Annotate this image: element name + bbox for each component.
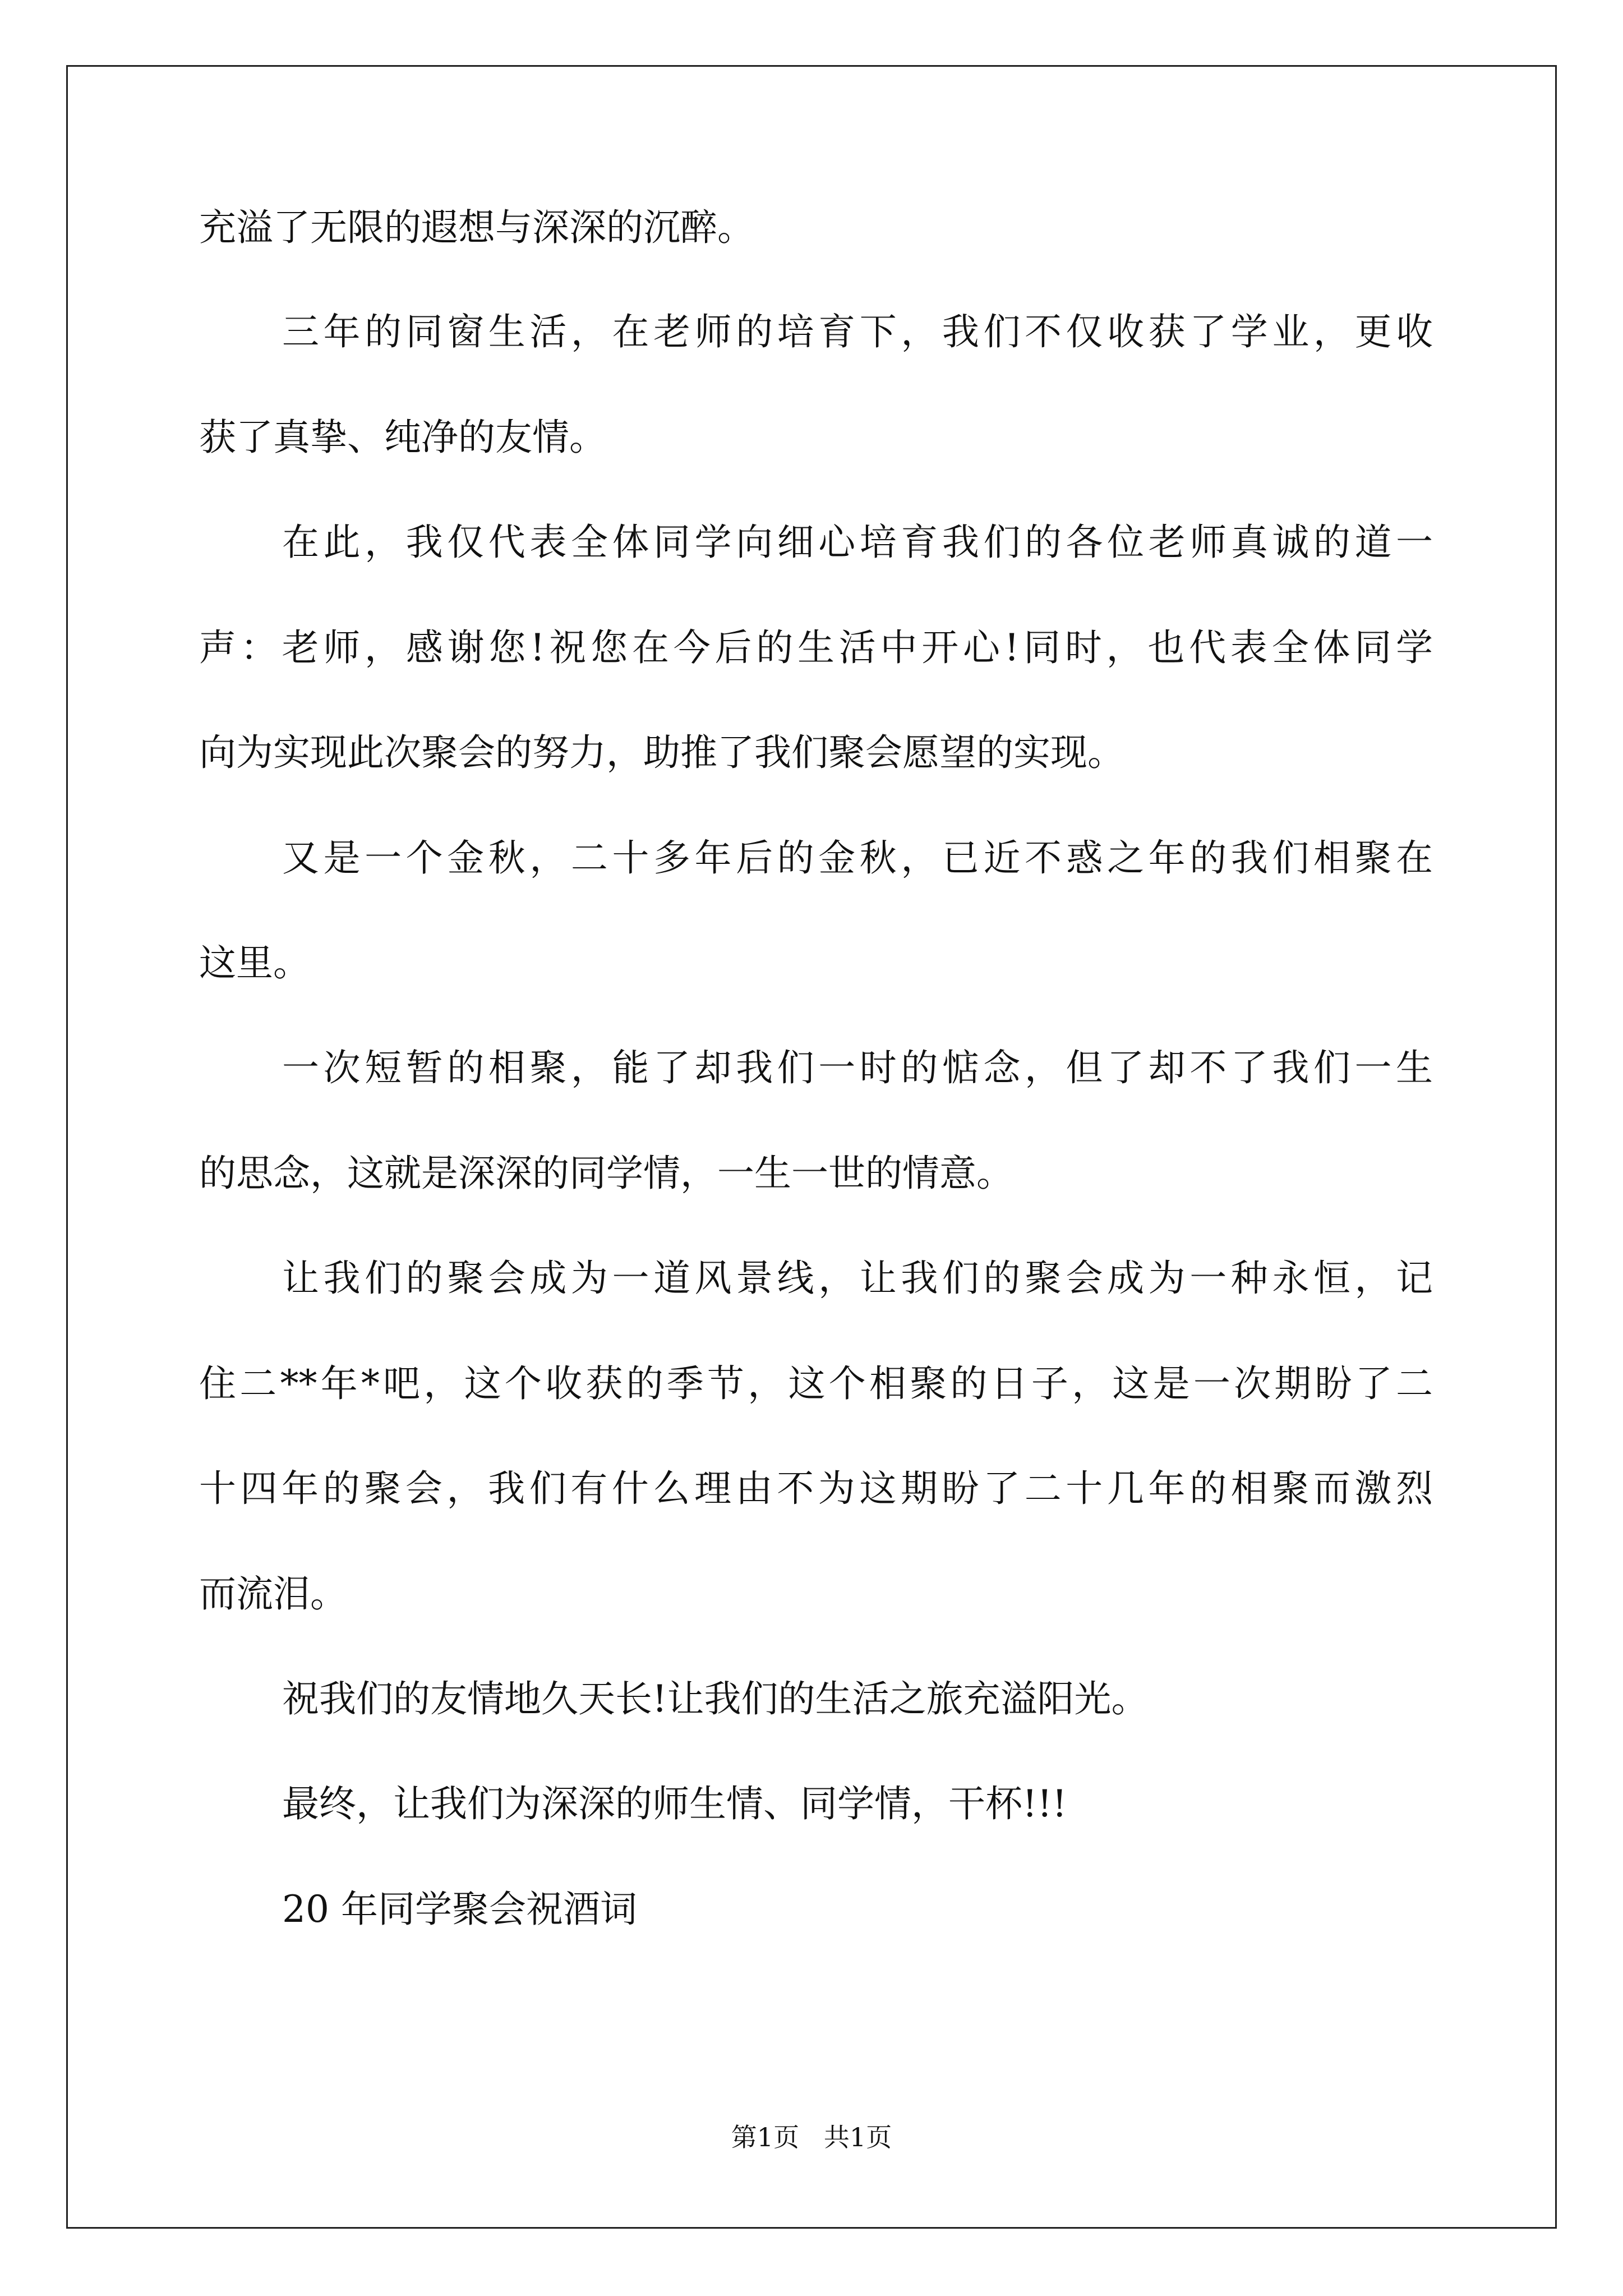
text-line: 向为实现此次聚会的努力，助推了我们聚会愿望的实现。 [199,731,1124,774]
paragraph-first-line: 祝我们的友情地久天长!让我们的生活之旅充溢阳光。 [282,1677,1149,1720]
text-line: 十四年的聚会，我们有什么理由不为这期盼了二十几年的相聚而激烈 [199,1467,1433,1510]
section-title: 20 年同学聚会祝酒词 [282,1888,637,1931]
text-line: 而流泪。 [199,1572,347,1616]
paragraph-first-line: 在此，我仅代表全体同学向细心培育我们的各位老师真诚的道一 [282,521,1433,564]
paragraph-first-line: 最终，让我们为深深的师生情、同学情，干杯!!! [282,1782,1067,1825]
paragraph-first-line: 让我们的聚会成为一道风景线，让我们的聚会成为一种永恒，记 [282,1257,1433,1300]
text-line: 的思念，这就是深深的同学情，一生一世的情意。 [199,1152,1013,1195]
page-number-footer: 第1页 共1页 [731,2122,892,2152]
paragraph-first-line: 一次短暂的相聚，能了却我们一时的惦念，但了却不了我们一生 [282,1046,1433,1089]
paragraph-first-line: 三年的同窗生活，在老师的培育下，我们不仅收获了学业，更收 [282,310,1433,353]
text-line: 住二**年*吧，这个收获的季节，这个相聚的日子，这是一次期盼了二 [199,1362,1433,1405]
text-line: 获了真挚、纯净的友情。 [199,416,606,459]
text-line: 充溢了无限的遐想与深深的沉醉。 [199,206,754,249]
text-line: 声：老师，感谢您!祝您在今后的生活中开心!同时，也代表全体同学 [199,626,1433,669]
text-line: 这里。 [199,941,310,984]
paragraph-first-line: 又是一个金秋，二十多年后的金秋，已近不惑之年的我们相聚在 [282,836,1433,880]
